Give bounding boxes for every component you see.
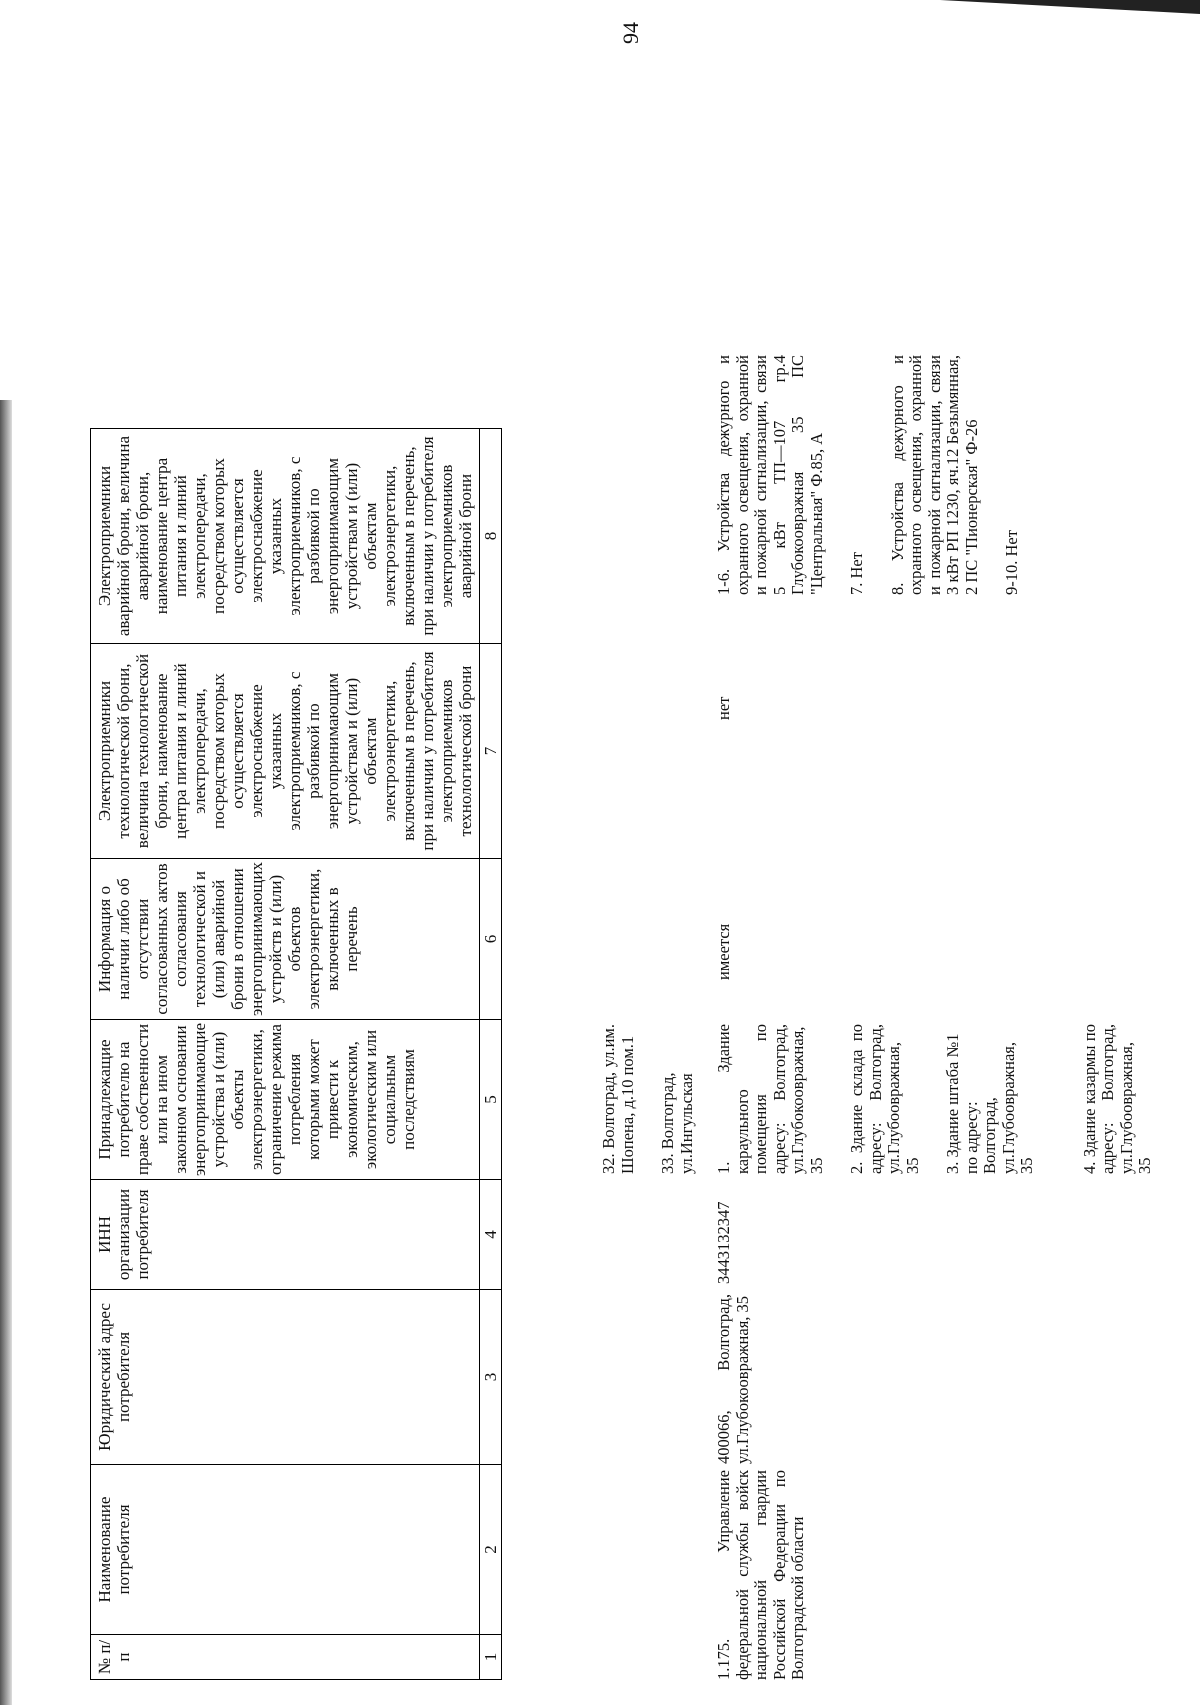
header-tech-reserve: Электроприемники технологической брони, величина технологической брони, наименование центра питания и линий электропередачи, посредством которых осуществляется электроснабжение указанных электроприемников, с разбивкой по энергопринимающим устройствам и (или) объектам электроэнергетики, включенным в перечень, при наличии у потребителя электроприемников технологической брони: [91, 644, 480, 859]
inn: 3443132347: [714, 1201, 733, 1284]
legal-address: 400066, Волгоград, ул.Глубокоовражная, 35: [714, 1294, 752, 1464]
header-number: № п/п: [91, 1635, 480, 1680]
emergency-reserve-item: 1-6. Устройства дежурного и охранного освещения, охранной и пожарной сигнализации, связи 5 кВт ТП—107 гр.4 Глубокоовражная 35 ПС "Центральная" Ф.85, А: [714, 355, 826, 595]
header-emergency-reserve: Электроприемники аварийной брони, величина аварийной брони, наименование центра питания и линий электропередачи, посредством которых осуществляется электроснабжение указанных электроприемников, с разбивкой по энергопринимающим устройствам и (или) объектам электроэнергетики, включенным в перечень, при наличии у потребителя электроприемников аварийной брони: [91, 429, 480, 644]
column-number: 4: [480, 1180, 502, 1290]
header-legal-address: Юридический адрес потребителя: [91, 1290, 480, 1465]
object-item: 4. Здание казармы по адресу: Волгоград, ул.Глубоовражная, 35: [1079, 1024, 1154, 1174]
column-number: 3: [480, 1290, 502, 1465]
tech-reserve: нет: [714, 696, 733, 720]
emergency-reserve-item: 9-10. Нет: [1002, 530, 1021, 595]
object-item: 2. Здание склада по адресу: Волгоград, ул.Глубоовражная, 35: [847, 1024, 922, 1174]
column-number: 7: [480, 644, 502, 859]
objects-list: [715, 1024, 1155, 1174]
header-acts-info: Информация о наличии либо об отсутствии согласованных актов согласования технологической и (или) аварийной брони в отношении энергопринимающих устройств и (или) объектов электроэнергетики, включенных в перечень: [91, 859, 480, 1020]
column-number-row: [480, 429, 502, 1680]
scan-edge-shadow: [0, 400, 12, 1705]
rotated-page-content: [30, 60, 1200, 1680]
column-number: 2: [480, 1465, 502, 1635]
continuation-item-32: 32. Волгоград, ул.им. Шопена, д.10 пом.1: [599, 1024, 637, 1174]
header-inn: ИНН организации потребителя: [91, 1180, 480, 1290]
header-table: [90, 428, 502, 1680]
column-number: 1: [480, 1635, 502, 1680]
emergency-reserve-list: [715, 355, 1022, 595]
object-item: 1. Здание караульного помещения по адресу: Волгоград, ул.Глубокоовражная, 35: [714, 1024, 826, 1174]
page-number: 94: [618, 22, 643, 44]
column-number: 6: [480, 859, 502, 1020]
column-number: 8: [480, 429, 502, 644]
scan-corner-shadow: [940, 0, 1200, 14]
object-item: 3. Здание штаба №1 по адресу: Волгоград, ул.Глубоовражная, 35: [943, 1033, 1036, 1174]
continuation-block: [600, 1024, 696, 1174]
consumer-name: 1.175. Управление федеральной службы войск национальной гвардии Российской Федерации по Волгоградской области: [714, 1470, 807, 1680]
emergency-reserve-item: 7. Нет: [847, 552, 866, 595]
continuation-item-33: 33. Волгоград, ул.Ингульская: [658, 1072, 696, 1174]
header-consumer-name: Наименование потребителя: [91, 1465, 480, 1635]
acts-info: имеется: [714, 923, 733, 980]
emergency-reserve-item: 8. Устройства дежурного и охранного освещения, охранной и пожарной сигнализации, связи 3 кВт РП 1230, яч.12 Безымянная, 2 ПС "Пионерская" Ф-26: [887, 355, 981, 595]
header-row: [91, 429, 480, 1680]
header-devices: Принадлежащие потребителю на праве собственности или на ином законном основании энергопринимающие устройства и (или) объекты электроэнергетики, ограничение режима потребления которыми может привести к экономическим, экологическим или социальным последствиям: [91, 1020, 480, 1180]
column-number: 5: [480, 1020, 502, 1180]
